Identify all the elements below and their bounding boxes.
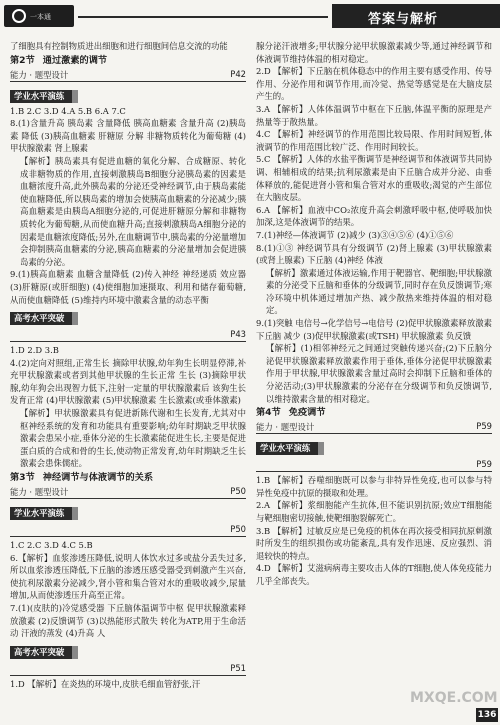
practice-tag: 高考水平突破 bbox=[10, 646, 78, 659]
answer-paragraph: 2.A 【解析】浆细胞能产生抗体,但不能识别抗原;效应T细胞能与靶细胞密切接触,使靶细胞裂解死亡。 bbox=[256, 500, 492, 523]
answer-paragraph: 1.B 【解析】吞噬细胞既可以参与非特异性免疫,也可以参与特异性免疫中抗原的摄取和处理。 bbox=[256, 475, 492, 498]
subsection-bar bbox=[256, 420, 492, 434]
answer-paragraph: 4.C 【解析】神经调节的作用范围比较局限、作用时间短暂,体液调节的作用范围比较广泛、作用时间较长。 bbox=[256, 129, 492, 152]
section-number: 第2节 bbox=[10, 54, 35, 66]
answer-paragraph: 【解析】(1)相邻神经元之间通过突触传递兴奋;(2)下丘脑分泌促甲状腺激素释放激素作用于垂体,垂体分泌促甲状腺激素作用于甲状腺,甲状腺激素含量过高时会抑制下丘脑和垂体的分泌活动;(3)甲状腺激素的分泌存在分级调节和负反馈调节,以维持激素含量的相对稳定。 bbox=[266, 343, 492, 404]
answer-paragraph: 5.C 【解析】人体的水盐平衡调节是神经调节和体液调节共同协调、相辅相成的结果;抗利尿激素是由下丘脑合成并分泌、由垂体释放的,能促进肾小管和集合管对水的重吸收;渴觉的产生部位在大脑皮层。 bbox=[256, 154, 492, 203]
answer-paragraph: 【解析】胰岛素具有促进血糖的氧化分解、合成糖原、转化成非糖物质的作用,直接刺激胰岛B细胞分泌胰岛素的因素是血糖浓度升高,此外胰岛素的分泌还受神经调节,由于胰岛素能使血糖降低,所以胰岛素的增加会使胰高血糖素的分泌减少;胰高血糖素是由胰岛A细胞分泌的,可促进肝糖原分解和非糖物质转化为葡萄糖,从而使血糖升高;直接刺激胰岛A细胞分泌的因素是血糖浓度降低;另外,在血糖调节中,胰岛素的分泌量增加会抑制胰高血糖素的分泌,胰高血糖素的分泌量增加会促进胰岛素的分泌。 bbox=[20, 155, 246, 267]
subsection-label: 能力 · 题型设计 bbox=[10, 69, 69, 80]
subsection-bar bbox=[10, 485, 246, 499]
answer-paragraph: 腺分泌汗液增多;甲状腺分泌甲状腺激素减少等,通过神经调节和体液调节维持体温的相对稳定。 bbox=[256, 41, 492, 64]
section-heading bbox=[256, 406, 492, 419]
page-header bbox=[0, 0, 500, 34]
section-number: 第4节 bbox=[256, 407, 281, 419]
answer-paragraph: 8.(1)含量升高 胰岛素 含量降低 胰高血糖素 含量升高 (2)胰岛素 降低 (3)胰高血糖素 肝糖原 分解 非糖物质转化为葡萄糖 (4)甲状腺激素 肾上腺素 bbox=[10, 118, 246, 154]
answer-paragraph: 4.D 【解析】艾滋病病毒主要攻击人体的T细胞,使人体免疫能力几乎全部丧失。 bbox=[256, 563, 492, 586]
watermark: MXQE.COM bbox=[410, 690, 498, 706]
answer-paragraph: 3.A 【解析】人体体温调节中枢在下丘脑,体温平衡的原理是产热量等于散热量。 bbox=[256, 103, 492, 127]
brand-logo-icon bbox=[12, 9, 26, 23]
answer-paragraph: 7.(1)(皮肤的)冷觉感受器 下丘脑体温调节中枢 促甲状腺激素释放激素 (2)反馈调节 (3)以热能形式散失 转化为ATP,用于生命活动 汗液的蒸发 (4)升高 人 bbox=[10, 603, 246, 639]
answer-paragraph: 了细胞具有控制物质进出细胞和进行细胞间信息交流的功能 bbox=[10, 41, 228, 51]
page-reference: P43 bbox=[230, 329, 246, 340]
practice-tag: 学业水平演练 bbox=[10, 90, 78, 103]
section-heading bbox=[10, 471, 246, 484]
subsection-bar bbox=[10, 523, 246, 537]
page-reference: P51 bbox=[230, 662, 246, 673]
answer-paragraph: 2.D 【解析】下丘脑在机体稳态中的作用主要有感受作用、传导作用、分泌作用和调节作用,而冷觉、热觉等感觉是在大脑皮层产生的。 bbox=[256, 66, 492, 102]
answer-paragraph: 6.【解析】血浆渗透压降低,说明人体饮水过多或盐分丢失过多,所以血浆渗透压降低,下丘脑的渗透压感受器受到刺激产生兴奋,使抗利尿激素分泌减少,肾小管和集合管对水的重吸收减少,尿量增加,从而使渗透压升高至正常。 bbox=[10, 552, 246, 601]
answer-paragraph: 6.A 【解析】血液中CO₂浓度升高会刺激呼吸中枢,使呼吸加快加深,这是体液调节的结果。 bbox=[256, 204, 492, 228]
practice-tag: 高考水平突破 bbox=[10, 312, 78, 325]
section-title: 免疫调节 bbox=[288, 407, 326, 419]
subsection-label: 能力 · 题型设计 bbox=[10, 487, 69, 498]
subsection-bar bbox=[10, 68, 246, 82]
practice-tag: 学业水平演练 bbox=[256, 442, 324, 455]
section-heading bbox=[10, 54, 246, 67]
answer-paragraph: 8.(1)①③ 神经调节具有分级调节 (2)肾上腺素 (3)甲状腺激素(或肾上腺素) 下丘脑 (4)神经 体液 bbox=[256, 242, 492, 266]
subsection-label: 能力 · 题型设计 bbox=[256, 422, 315, 433]
subsection-bar bbox=[10, 328, 246, 342]
page-reference: P50 bbox=[230, 524, 246, 535]
page-reference: P59 bbox=[476, 459, 492, 470]
section-number: 第3节 bbox=[10, 472, 35, 484]
section-title: 神经调节与体液调节的关系 bbox=[42, 472, 154, 484]
answer-paragraph: 1.C 2.C 3.D 4.C 5.B bbox=[10, 540, 93, 551]
answer-paragraph: 1.B 2.C 3.D 4.A 5.B 6.A 7.C bbox=[10, 105, 126, 116]
header-rule bbox=[78, 16, 328, 18]
answer-paragraph: 4.(2)定向对照组,正常生长 摘除甲状腺,幼年狗生长明显停滞,补充甲状腺激素或者到其他甲状腺的生长正常 生长 (3)摘除甲状腺,幼年狗会出现智力低下,注射一定量的甲状腺激素后 该狗生长发育正常 (4)甲状腺激素 (5)甲状腺激素 生长激素(或垂体激素) bbox=[10, 357, 246, 406]
page-reference: P50 bbox=[230, 486, 246, 497]
subsection-bar bbox=[10, 662, 246, 676]
answer-paragraph: 【解析】激素通过体液运输,作用于靶器官、靶细胞;甲状腺激素的分泌受下丘脑和垂体的分级调节,同时存在负反馈调节;寒冷环境中机体通过增加产热、减少散热来维持体温的相对稳定。 bbox=[266, 267, 492, 316]
answer-paragraph: 7.(1)神经—体液调节 (2)减少 (3)③④⑤⑥ (4)①⑤⑥ bbox=[256, 229, 454, 240]
page-reference: P42 bbox=[230, 68, 246, 79]
page-reference: P59 bbox=[476, 421, 492, 432]
header-title: 答案与解析 bbox=[368, 12, 439, 27]
answer-paragraph: 【解析】甲状腺激素具有促进新陈代谢和生长发育,尤其对中枢神经系统的发育和功能具有重要影响;幼年时期缺乏甲状腺激素会患呆小症,垂体分泌的生长激素能促进生长,主要是促进蛋白质的合成和骨的生长,使动物正常发育,幼年时期缺乏生长激素会患侏儒症。 bbox=[20, 408, 246, 469]
left-column bbox=[10, 40, 246, 690]
section-title: 通过激素的调节 bbox=[42, 54, 108, 66]
right-column bbox=[256, 40, 492, 588]
brand-block bbox=[4, 5, 74, 27]
practice-tag: 学业水平演练 bbox=[10, 507, 78, 520]
brand-logo-text: 一本通 bbox=[30, 13, 51, 21]
answer-paragraph: 1.D 2.D 3.B bbox=[10, 345, 59, 356]
answer-paragraph: 3.B 【解析】过敏反应是已免疫的机体在再次接受相同抗原刺激时所发生的组织损伤或功能紊乱,具有发作迅速、反应强烈、消退较快的特点。 bbox=[256, 525, 492, 561]
subsection-bar bbox=[256, 458, 492, 472]
page-number: 136 bbox=[477, 710, 497, 720]
answer-paragraph: 1.D 【解析】在炎热的环境中,皮肤毛细血管舒张,汗 bbox=[10, 678, 201, 689]
answer-paragraph: 9.(1)突触 电信号→化学信号→电信号 (2)促甲状腺激素释放激素 下丘脑 减少 (3)促甲状腺激素(或TSH) 甲状腺激素 负反馈 bbox=[256, 318, 492, 341]
answer-paragraph: 9.(1)胰高血糖素 血糖含量降低 (2)传入神经 神经递质 效应器 (3)肝糖原(或肝细胞) (4)使细胞加速摄取、利用和储存葡萄糖,从而使血糖降低 (5)维持内环境中激素含量的动态平衡 bbox=[10, 269, 246, 305]
